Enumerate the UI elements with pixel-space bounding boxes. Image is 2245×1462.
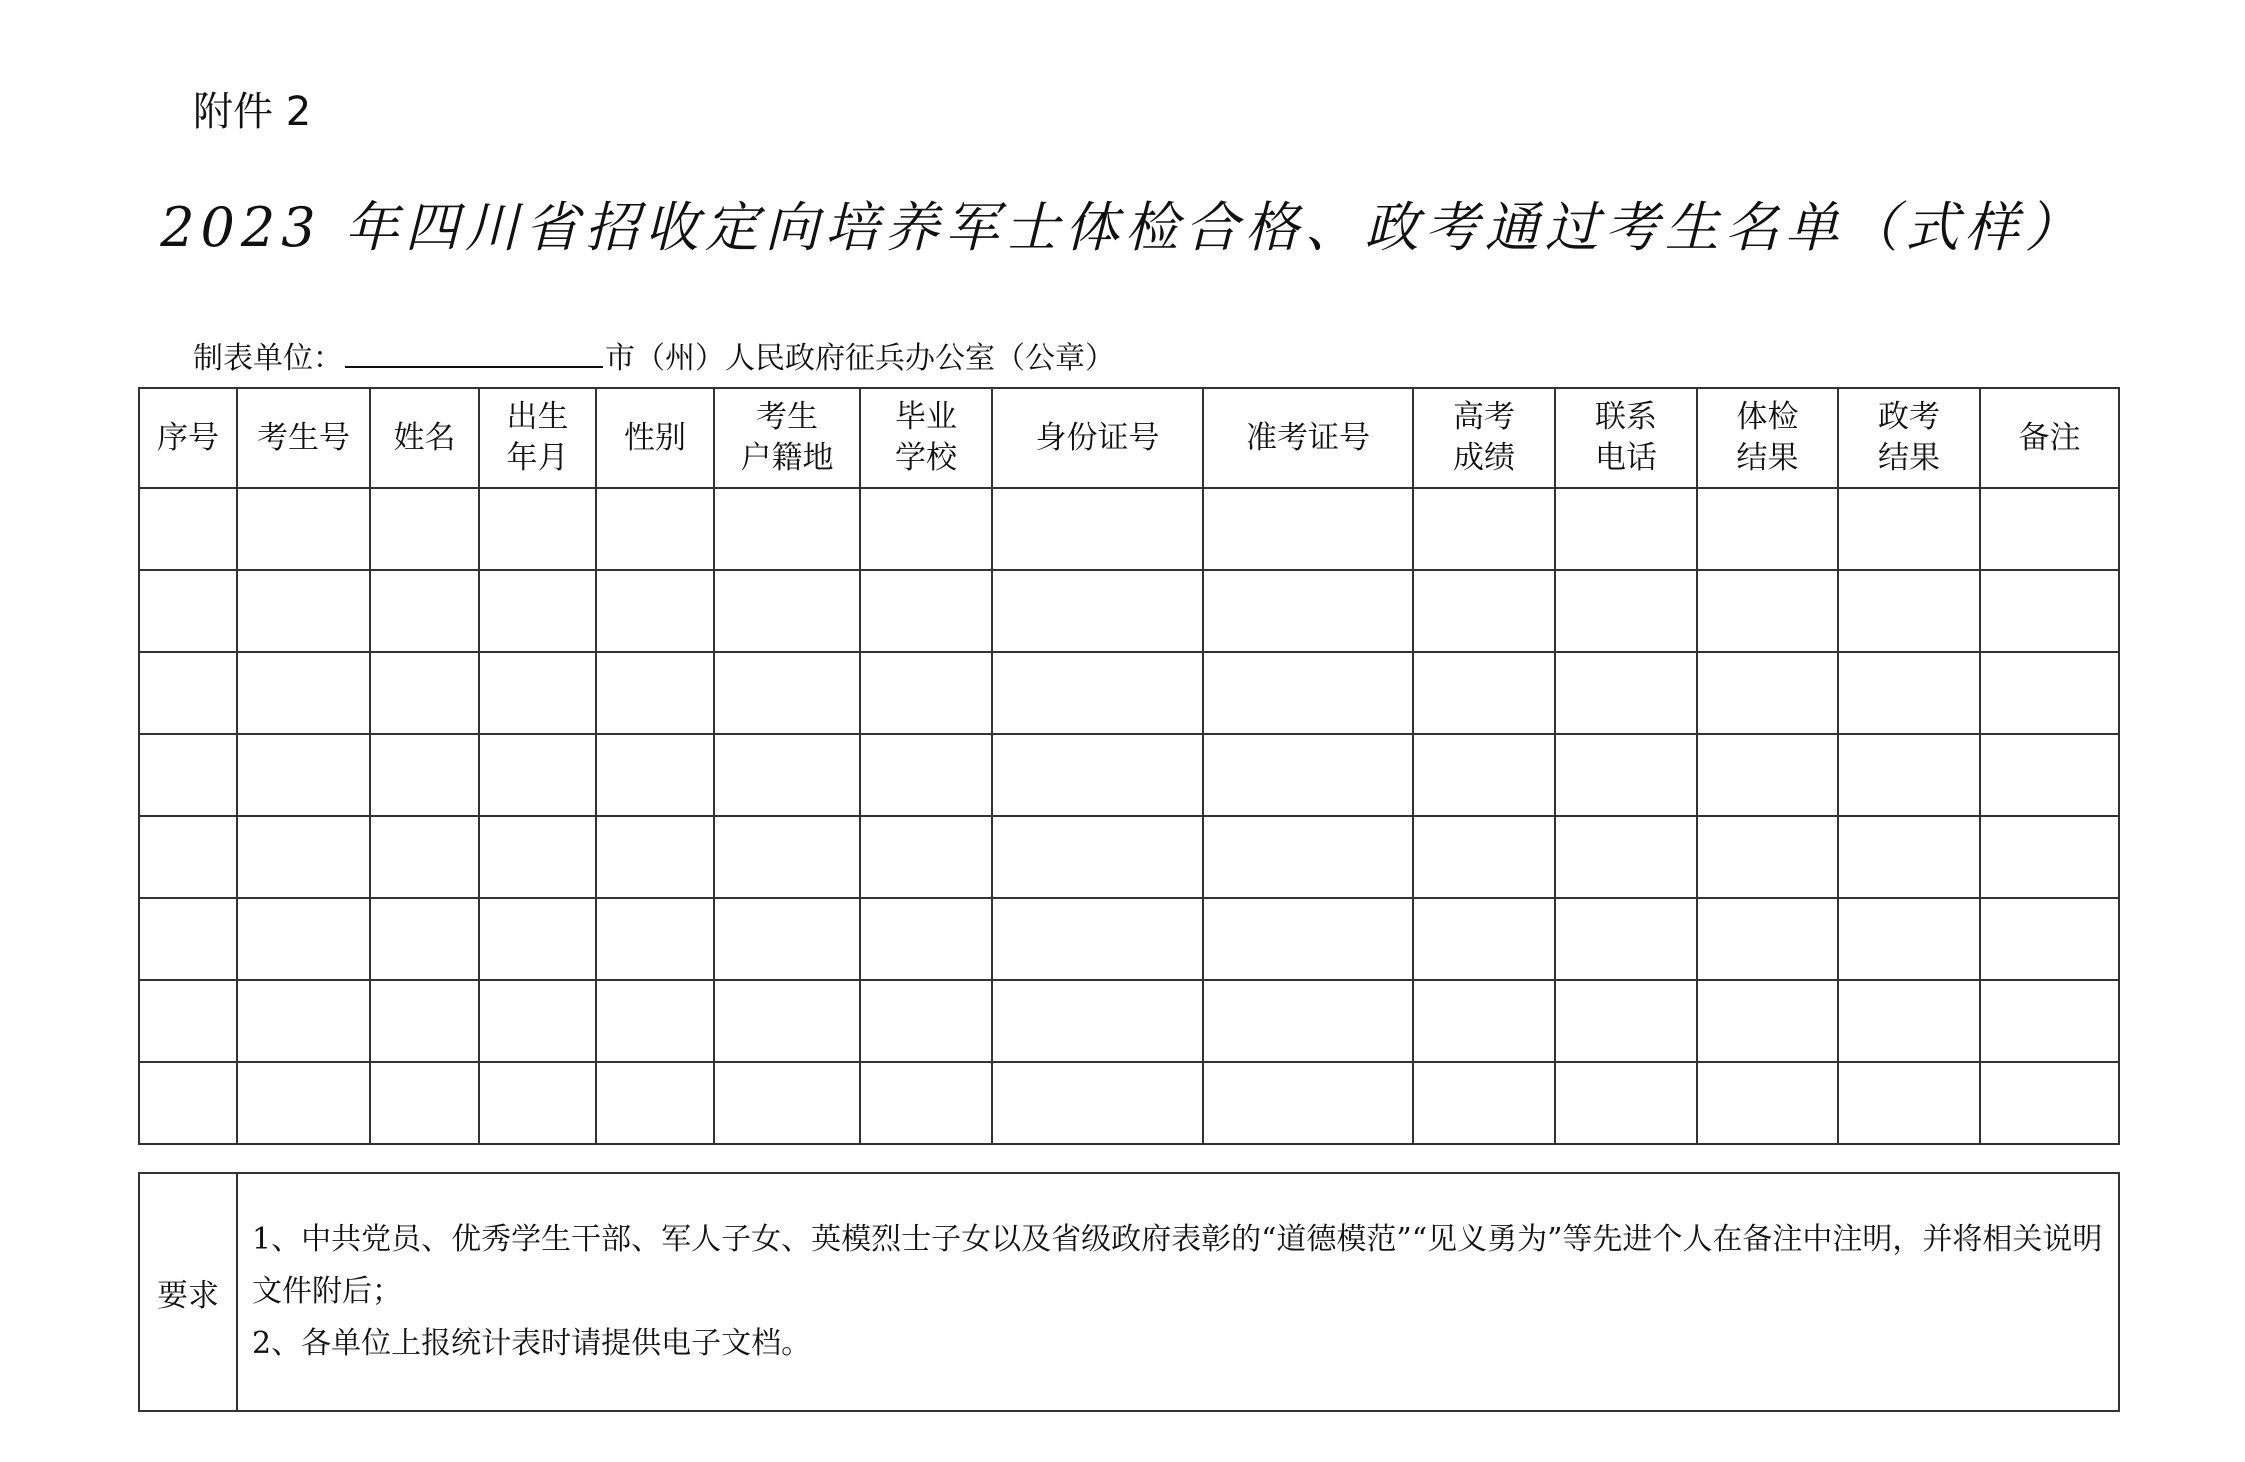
table-cell[interactable] — [479, 980, 596, 1062]
table-cell[interactable] — [237, 816, 370, 898]
table-cell[interactable] — [370, 1062, 479, 1144]
table-cell[interactable] — [1413, 1062, 1555, 1144]
table-cell[interactable] — [596, 652, 714, 734]
table-cell[interactable] — [1413, 980, 1555, 1062]
column-header — [1697, 388, 1838, 488]
table-cell[interactable] — [237, 570, 370, 652]
column-header-text: 体检 — [1736, 399, 1799, 435]
table-cell[interactable] — [714, 652, 860, 734]
table-row — [139, 1062, 2119, 1144]
table-cell[interactable] — [1555, 816, 1697, 898]
table-cell[interactable] — [1980, 1062, 2119, 1144]
table-cell[interactable] — [1697, 652, 1838, 734]
table-cell[interactable] — [1697, 980, 1838, 1062]
column-header-text: 毕业 — [895, 399, 957, 435]
table-row — [139, 734, 2119, 816]
column-header-text: 结果 — [1736, 440, 1799, 476]
table-row — [139, 652, 2119, 734]
table-cell[interactable] — [596, 1062, 714, 1144]
table-cell[interactable] — [237, 898, 370, 980]
issuing-unit-line — [193, 336, 1115, 381]
table-cell[interactable] — [139, 898, 237, 980]
table-cell[interactable] — [1838, 570, 1980, 652]
table-cell[interactable] — [1413, 898, 1555, 980]
table-cell[interactable] — [1838, 1062, 1980, 1144]
table-cell[interactable] — [1980, 570, 2119, 652]
issuing-unit-suffix: 市（州）人民政府征兵办公室（公章） — [605, 341, 1115, 376]
table-row — [139, 980, 2119, 1062]
table-cell[interactable] — [1555, 980, 1697, 1062]
table-cell[interactable] — [1555, 488, 1697, 570]
table-cell[interactable] — [237, 1062, 370, 1144]
table-cell[interactable] — [860, 816, 992, 898]
table-cell[interactable] — [992, 1062, 1203, 1144]
attachment-label: 附件 2 — [193, 89, 312, 135]
column-header — [1413, 388, 1555, 488]
column-header-text: 电话 — [1595, 440, 1657, 476]
column-header-text: 出生 — [506, 399, 569, 435]
table-cell[interactable] — [860, 1062, 992, 1144]
column-header-text: 考生 — [756, 399, 818, 435]
table-cell[interactable] — [1838, 980, 1980, 1062]
column-header-text: 成绩 — [1453, 440, 1515, 476]
table-cell[interactable] — [1203, 570, 1413, 652]
table-cell[interactable] — [237, 980, 370, 1062]
table-cell[interactable] — [596, 570, 714, 652]
column-header — [596, 388, 714, 488]
table-cell[interactable] — [139, 980, 237, 1062]
table-cell[interactable] — [714, 570, 860, 652]
requirements-text — [237, 1173, 2119, 1411]
table-cell[interactable] — [714, 488, 860, 570]
column-header-text: 政考 — [1878, 399, 1940, 435]
table-cell[interactable] — [1980, 816, 2119, 898]
table-cell[interactable] — [1838, 488, 1980, 570]
table-cell[interactable] — [1413, 734, 1555, 816]
column-header — [1980, 388, 2119, 488]
document-title: 2023 年四川省招收定向培养军士体检合格、政考通过考生名单（式样） — [160, 196, 2085, 259]
table-cell[interactable] — [992, 898, 1203, 980]
column-header-text: 联系 — [1595, 399, 1657, 435]
table-cell[interactable] — [370, 570, 479, 652]
table-cell[interactable] — [1555, 570, 1697, 652]
candidate-list-table — [138, 387, 2120, 1145]
table-cell[interactable] — [139, 1062, 237, 1144]
requirement-line-1: 1、中共党员、优秀学生干部、军人子女、英模烈士子女以及省级政府表彰的“道德模范”“见义勇为”等先进个人在备注中注明，并将相关说明文件附后； — [252, 1222, 2103, 1309]
table-cell[interactable] — [479, 1062, 596, 1144]
column-header-text: 户籍地 — [740, 440, 834, 476]
issuing-unit-label: 制表单位： — [193, 341, 343, 376]
table-cell[interactable] — [860, 570, 992, 652]
table-cell[interactable] — [596, 816, 714, 898]
table-cell[interactable] — [596, 898, 714, 980]
column-header-text: 姓名 — [393, 419, 456, 456]
table-row — [139, 898, 2119, 980]
table-header-row — [139, 388, 2119, 488]
table-cell[interactable] — [1980, 652, 2119, 734]
column-header-text: 序号 — [157, 419, 219, 456]
column-header-text: 性别 — [624, 419, 686, 456]
table-cell[interactable] — [139, 652, 237, 734]
table-cell[interactable] — [237, 488, 370, 570]
table-cell[interactable] — [1980, 734, 2119, 816]
table-cell[interactable] — [596, 488, 714, 570]
table-cell[interactable] — [139, 570, 237, 652]
table-row — [139, 570, 2119, 652]
table-cell[interactable] — [860, 488, 992, 570]
table-cell[interactable] — [1413, 570, 1555, 652]
column-header-text: 高考 — [1453, 399, 1515, 435]
table-cell[interactable] — [596, 734, 714, 816]
table-cell[interactable] — [714, 816, 860, 898]
column-header — [237, 388, 370, 488]
table-cell[interactable] — [1697, 570, 1838, 652]
column-header-text: 学校 — [895, 440, 957, 476]
table-cell[interactable] — [1838, 816, 1980, 898]
column-header — [1838, 388, 1980, 488]
table-cell[interactable] — [370, 652, 479, 734]
table-cell[interactable] — [1413, 816, 1555, 898]
column-header — [860, 388, 992, 488]
table-cell[interactable] — [992, 652, 1203, 734]
table-body — [139, 488, 2119, 1144]
table-cell[interactable] — [1203, 652, 1413, 734]
column-header — [139, 388, 237, 488]
table-cell[interactable] — [714, 1062, 860, 1144]
table-cell[interactable] — [1697, 816, 1838, 898]
requirements-label: 要求 — [139, 1173, 237, 1411]
table-cell[interactable] — [370, 816, 479, 898]
table-cell[interactable] — [479, 488, 596, 570]
table-cell[interactable] — [714, 898, 860, 980]
table-cell[interactable] — [714, 734, 860, 816]
table-row — [139, 816, 2119, 898]
table-cell[interactable] — [596, 980, 714, 1062]
table-row — [139, 488, 2119, 570]
table-cell[interactable] — [370, 898, 479, 980]
table-cell[interactable] — [860, 734, 992, 816]
table-cell[interactable] — [860, 652, 992, 734]
table-cell[interactable] — [714, 980, 860, 1062]
table-cell[interactable] — [1697, 734, 1838, 816]
table-cell[interactable] — [1413, 652, 1555, 734]
table-cell[interactable] — [1203, 1062, 1413, 1144]
table-cell[interactable] — [139, 488, 237, 570]
table-cell[interactable] — [139, 816, 237, 898]
table-cell[interactable] — [1555, 898, 1697, 980]
table-cell[interactable] — [1838, 898, 1980, 980]
column-header-text: 准考证号 — [1246, 419, 1370, 456]
column-header — [714, 388, 860, 488]
table-cell[interactable] — [1697, 1062, 1838, 1144]
table-cell[interactable] — [1203, 734, 1413, 816]
table-cell[interactable] — [992, 734, 1203, 816]
column-header — [992, 388, 1203, 488]
table-cell[interactable] — [1697, 488, 1838, 570]
table-cell[interactable] — [370, 980, 479, 1062]
requirement-line-2: 2、各单位上报统计表时请提供电子文档。 — [252, 1326, 812, 1361]
table-cell[interactable] — [237, 652, 370, 734]
table-cell[interactable] — [860, 980, 992, 1062]
column-header — [479, 388, 596, 488]
table-cell[interactable] — [479, 734, 596, 816]
table-cell[interactable] — [1203, 816, 1413, 898]
requirements-table — [138, 1172, 2120, 1412]
table-cell[interactable] — [479, 570, 596, 652]
table-cell[interactable] — [1203, 488, 1413, 570]
table-cell[interactable] — [370, 734, 479, 816]
table-cell[interactable] — [1697, 898, 1838, 980]
table-cell[interactable] — [1838, 734, 1980, 816]
table-cell[interactable] — [1555, 652, 1697, 734]
column-header-text: 年月 — [506, 440, 569, 476]
column-header-text: 考生号 — [257, 419, 350, 456]
table-cell[interactable] — [1413, 488, 1555, 570]
column-header — [370, 388, 479, 488]
table-cell[interactable] — [479, 652, 596, 734]
column-header — [1555, 388, 1697, 488]
table-cell[interactable] — [139, 734, 237, 816]
table-cell[interactable] — [992, 816, 1203, 898]
table-cell[interactable] — [1838, 652, 1980, 734]
table-cell[interactable] — [370, 488, 479, 570]
table-cell[interactable] — [479, 816, 596, 898]
table-cell[interactable] — [992, 570, 1203, 652]
table-cell[interactable] — [1980, 980, 2119, 1062]
table-cell[interactable] — [1555, 734, 1697, 816]
table-cell[interactable] — [1555, 1062, 1697, 1144]
column-header — [1203, 388, 1413, 488]
table-cell[interactable] — [992, 488, 1203, 570]
column-header-text: 备注 — [2018, 419, 2081, 456]
column-header-text: 身份证号 — [1035, 419, 1160, 456]
table-cell[interactable] — [860, 898, 992, 980]
issuing-unit-blank[interactable] — [345, 336, 603, 368]
table-cell[interactable] — [992, 980, 1203, 1062]
table-cell[interactable] — [479, 898, 596, 980]
table-cell[interactable] — [1980, 488, 2119, 570]
table-cell[interactable] — [1980, 898, 2119, 980]
table-cell[interactable] — [237, 734, 370, 816]
column-header-text: 结果 — [1878, 440, 1940, 476]
table-cell[interactable] — [1203, 980, 1413, 1062]
table-cell[interactable] — [1203, 898, 1413, 980]
